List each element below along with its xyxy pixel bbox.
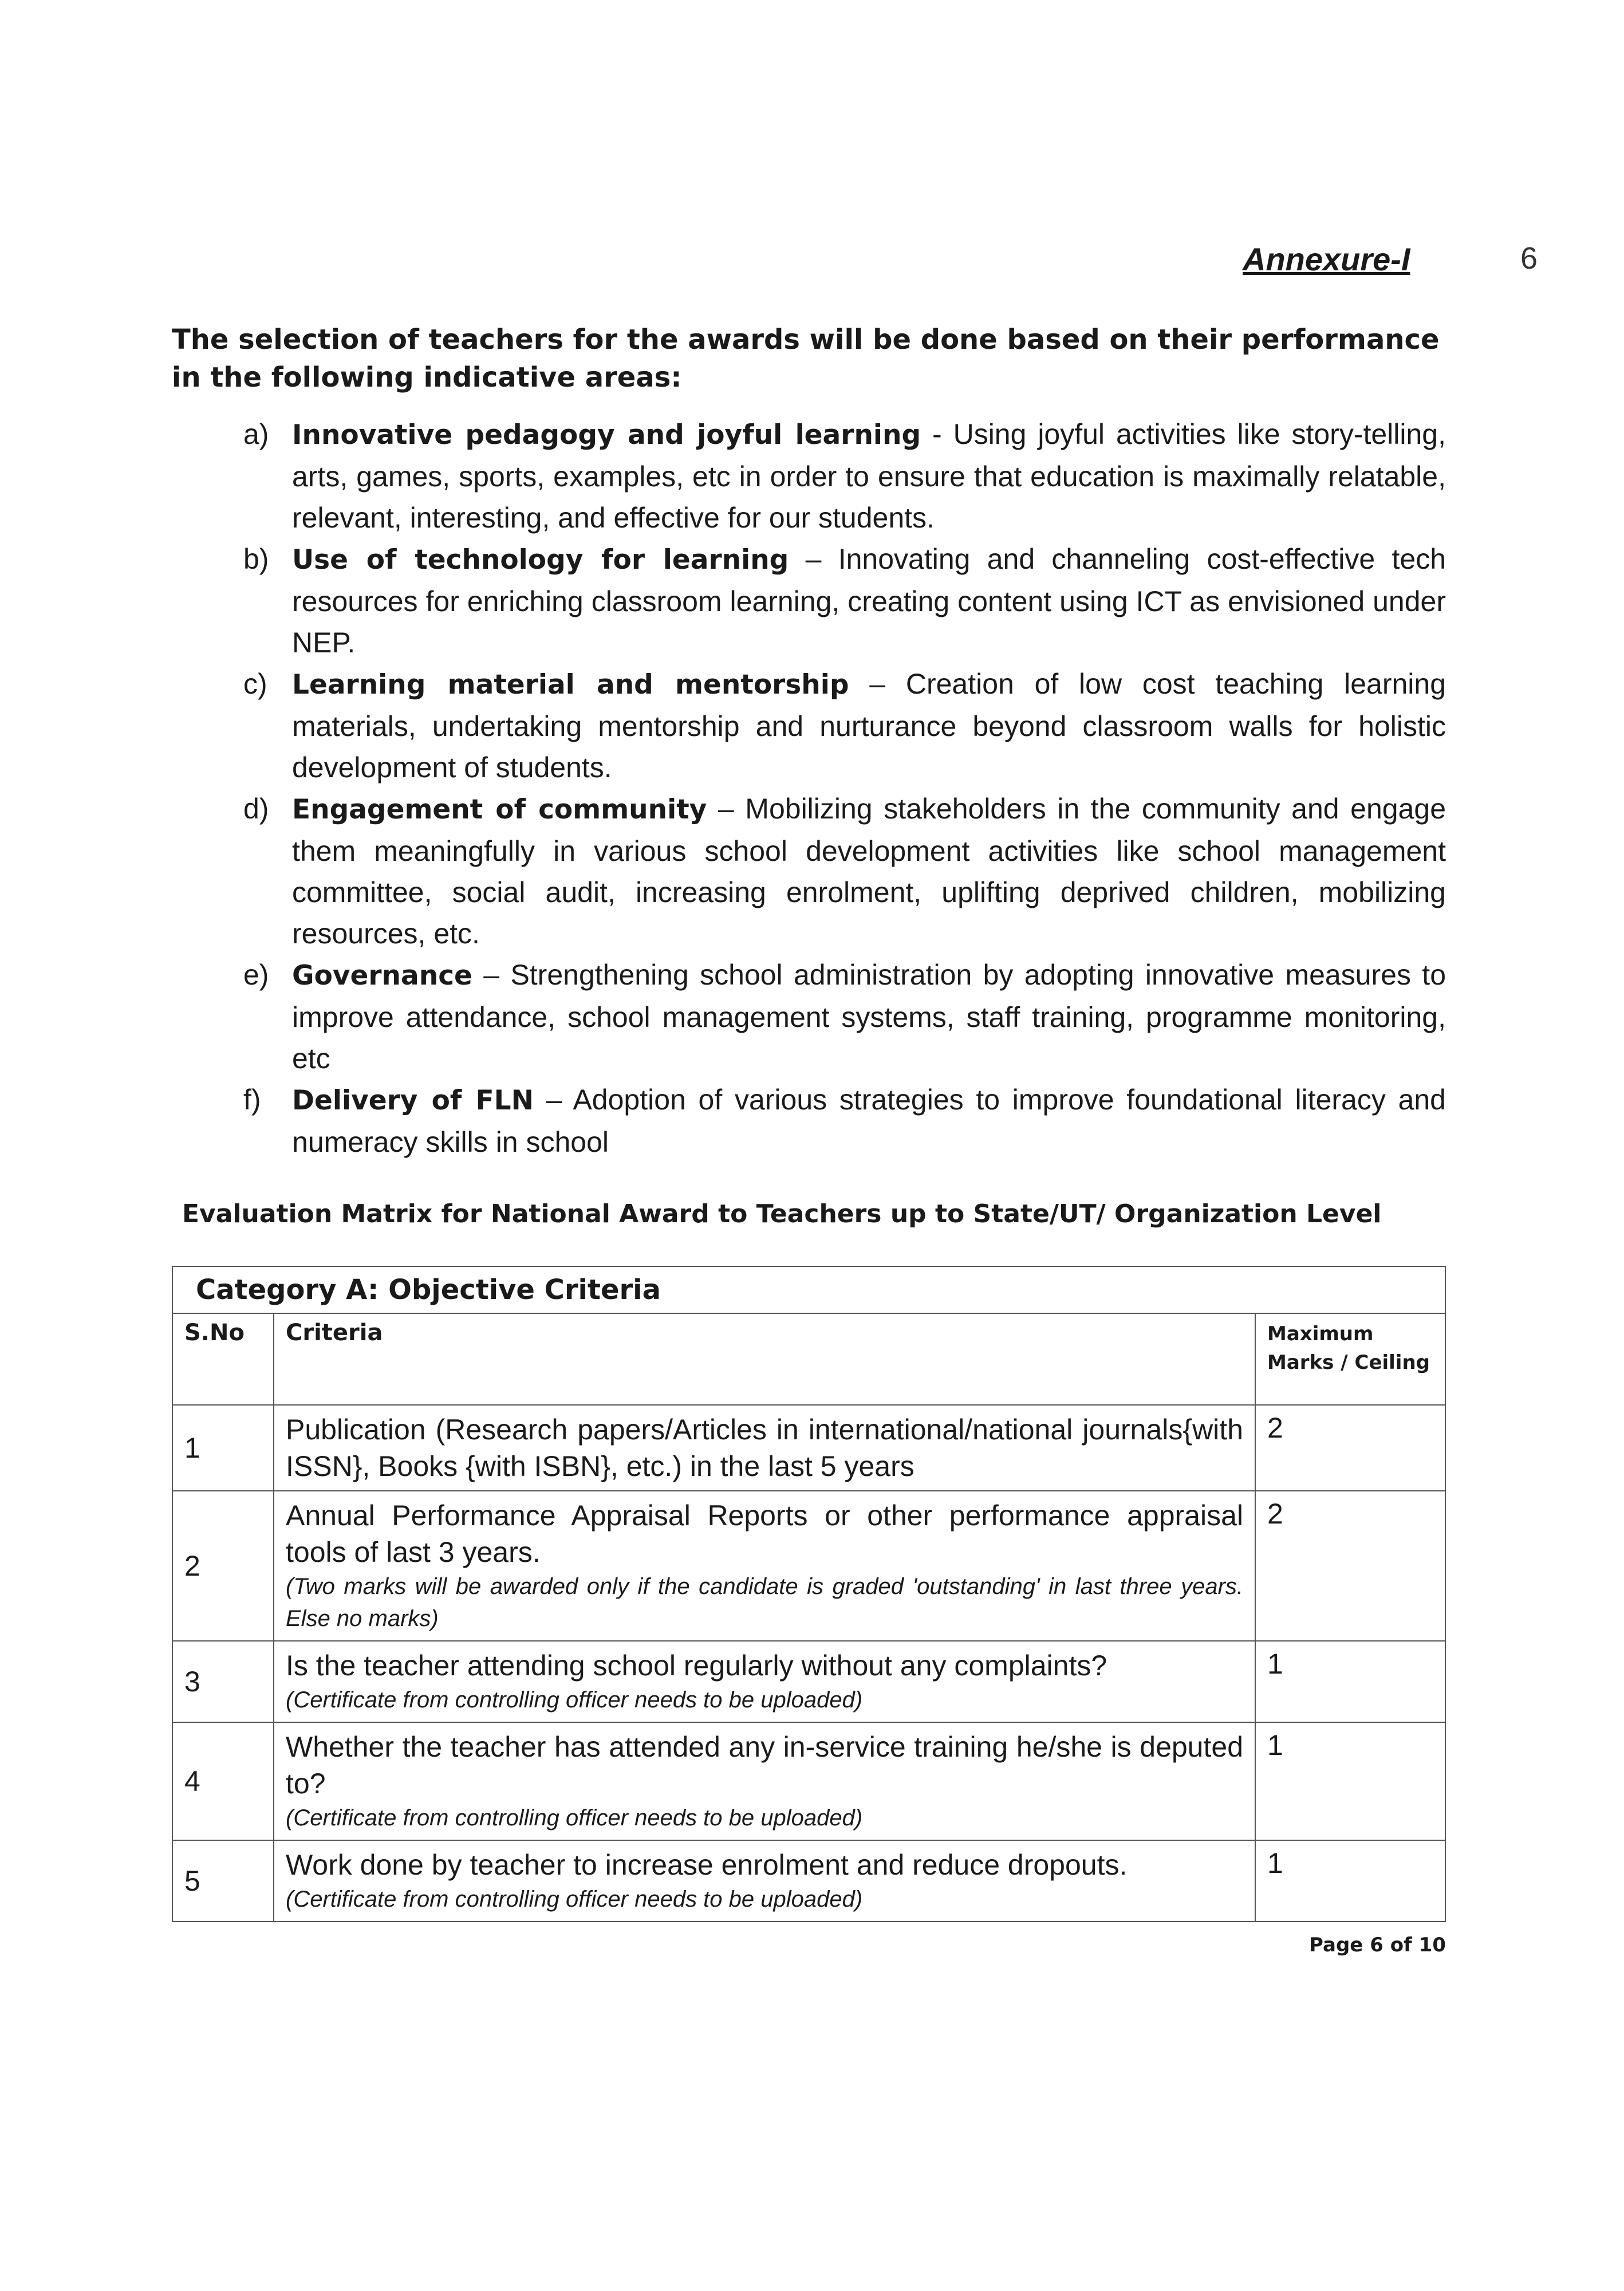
row-sno: 4 <box>172 1722 274 1840</box>
item-term: Use of technology for learning <box>292 544 789 576</box>
item-label: b) <box>243 543 269 575</box>
item-term: Learning material and mentorship <box>292 669 849 700</box>
row-criteria: Is the teacher attending school regularly without any complaints? <box>286 1650 1107 1682</box>
item-term: Innovative pedagogy and joyful learning <box>292 419 921 451</box>
criteria-table <box>172 1266 1446 1922</box>
item-body <box>292 663 1446 788</box>
item-term: Engagement of community <box>292 794 707 825</box>
item-term: Delivery of FLN <box>292 1085 534 1116</box>
row-criteria-cell <box>274 1722 1255 1840</box>
item-body <box>292 1079 1446 1163</box>
item-separator: – <box>789 543 838 575</box>
item-separator: – <box>472 959 511 991</box>
item-label: f) <box>243 1084 261 1116</box>
row-criteria-cell <box>274 1641 1255 1722</box>
row-criteria: Whether the teacher has attended any in-service training he/she is deputed to? <box>286 1731 1243 1800</box>
row-note: (Certificate from controlling officer needs to be uploaded) <box>286 1887 863 1912</box>
row-note: (Certificate from controlling officer needs to be uploaded) <box>286 1687 863 1713</box>
page-content <box>172 321 1446 1957</box>
item-body <box>292 414 1446 538</box>
row-criteria-cell <box>274 1405 1255 1491</box>
item-separator: – <box>849 668 906 700</box>
table-row <box>172 1405 1445 1491</box>
item-text: Using joyful activities like story-telling, arts, games, sports, examples, etc in order to ensure that education is maximally relatable, relevant, interesting, and effective for our students. <box>292 418 1446 534</box>
item-body <box>292 954 1446 1079</box>
item-label: c) <box>243 668 267 700</box>
row-criteria-cell <box>274 1840 1255 1922</box>
item-label: a) <box>243 418 269 450</box>
table-row <box>172 1840 1445 1922</box>
row-note: (Two marks will be awarded only if the candidate is graded 'outstanding' in last three years. Else no marks) <box>286 1574 1243 1631</box>
header-criteria: Criteria <box>274 1313 1255 1405</box>
row-marks: 1 <box>1255 1722 1445 1840</box>
row-marks: 2 <box>1255 1491 1445 1641</box>
item-text: Mobilizing stakeholders in the community and engage them meaningfully in various school development activities like school management committee, social audit, increasing enrolment, uplifting deprived children, mobilizing resources, etc. <box>292 793 1446 950</box>
list-item <box>243 788 1446 954</box>
header-row <box>172 1313 1445 1405</box>
list-item <box>243 663 1446 788</box>
item-text: Strengthening school administration by adopting innovative measures to improve attendance, school management systems, staff training, programme monitoring, etc <box>292 959 1446 1074</box>
item-separator: - <box>921 418 953 450</box>
evaluation-matrix-heading: Evaluation Matrix for National Award to Teachers up to State/UT/ Organization Level <box>182 1199 1382 1229</box>
item-text: Creation of low cost teaching learning materials, undertaking mentorship and nurturance beyond classroom walls for holistic development of students. <box>292 668 1446 784</box>
table-row <box>172 1491 1445 1641</box>
table-row <box>172 1641 1445 1722</box>
indicative-areas-list <box>243 414 1446 1163</box>
item-text: Innovating and channeling cost-effective tech resources for enriching classroom learning, creating content using ICT as envisioned under NEP. <box>292 543 1446 659</box>
table-row <box>172 1722 1445 1840</box>
row-marks: 2 <box>1255 1405 1445 1491</box>
row-sno: 2 <box>172 1491 274 1641</box>
row-criteria: Annual Performance Appraisal Reports or other performance appraisal tools of last 3 years. <box>286 1499 1243 1568</box>
category-title: Category A: Objective Criteria <box>172 1266 1445 1313</box>
row-criteria: Publication (Research papers/Articles in international/national journals{with ISSN}, Books {with ISBN}, etc.) in the last 5 years <box>286 1414 1243 1482</box>
item-body <box>292 788 1446 954</box>
row-criteria-cell <box>274 1491 1255 1641</box>
row-sno: 1 <box>172 1405 274 1491</box>
row-marks: 1 <box>1255 1840 1445 1922</box>
list-item <box>243 414 1446 538</box>
list-item <box>243 954 1446 1079</box>
item-body <box>292 538 1446 663</box>
item-term: Governance <box>292 960 472 991</box>
list-item <box>243 1079 1446 1163</box>
header-sno: S.No <box>172 1313 274 1405</box>
row-marks: 1 <box>1255 1641 1445 1722</box>
item-separator: – <box>533 1084 573 1116</box>
item-text: Adoption of various strategies to improve foundational literacy and numeracy skills in school <box>292 1084 1446 1158</box>
row-note: (Certificate from controlling officer needs to be uploaded) <box>286 1805 863 1831</box>
item-label: d) <box>243 793 269 825</box>
category-row <box>172 1266 1445 1313</box>
list-item <box>243 538 1446 663</box>
annexure-label: Annexure-I <box>1243 241 1410 277</box>
intro-heading: The selection of teachers for the awards will be done based on their performance in the following indicative areas: <box>172 324 1440 393</box>
row-sno: 3 <box>172 1641 274 1722</box>
item-label: e) <box>243 959 269 991</box>
page-number: Page 6 of 10 <box>1309 1934 1446 1957</box>
handwritten-page-mark: 6 <box>1520 241 1538 275</box>
item-separator: – <box>707 793 746 825</box>
row-sno: 5 <box>172 1840 274 1922</box>
row-criteria: Work done by teacher to increase enrolment and reduce dropouts. <box>286 1849 1128 1881</box>
header-marks: Maximum Marks / Ceiling <box>1255 1313 1445 1405</box>
